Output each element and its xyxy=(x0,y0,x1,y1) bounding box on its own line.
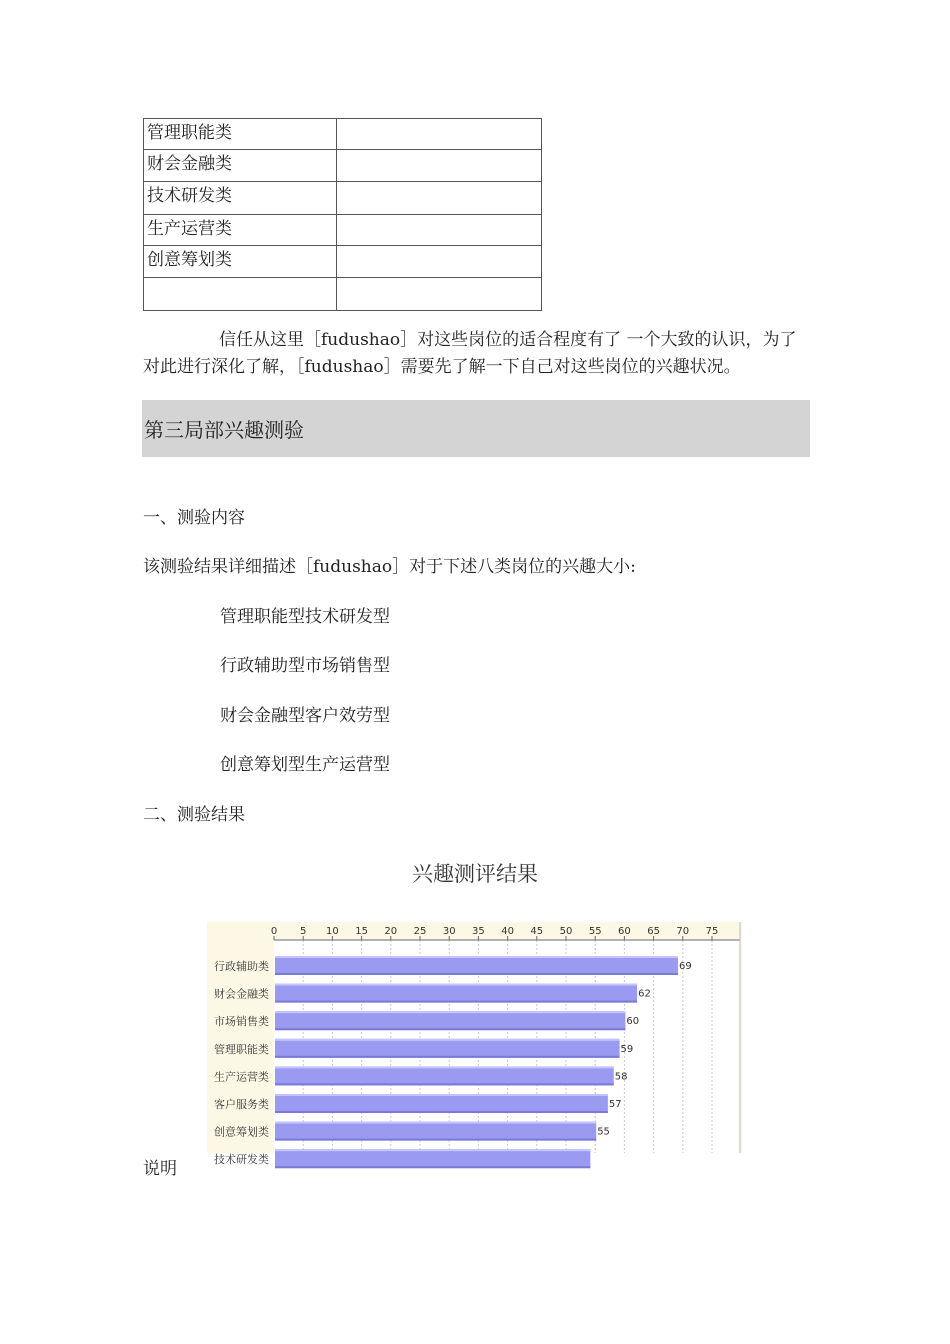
tick-label: 15 xyxy=(355,926,368,937)
part1-heading: 一、测验内容 xyxy=(143,508,245,528)
bar xyxy=(275,1066,614,1085)
part1-description: 该测验结果详细描述［fudushao］对于下述八类岗位的兴趣大小: xyxy=(143,557,636,577)
category-cell: 技术研发类 xyxy=(144,182,337,215)
category-line: 行政辅助型市场销售型 xyxy=(220,656,390,676)
bar-highlight xyxy=(275,984,637,986)
tick-label: 10 xyxy=(326,926,339,937)
category-cell: 生产运营类 xyxy=(144,215,337,246)
position-table xyxy=(143,118,542,311)
bar-highlight xyxy=(275,1122,596,1124)
bar-highlight xyxy=(275,1039,620,1041)
data-label: 69 xyxy=(678,961,692,972)
category-label: 生产运营类 xyxy=(214,1070,269,1084)
category-label: 技术研发类 xyxy=(214,1153,269,1167)
category-label: 财会金融类 xyxy=(214,987,269,1001)
category-cell: 创意筹划类 xyxy=(144,246,337,278)
category-label: 创意筹划类 xyxy=(214,1125,269,1139)
data-label: 60 xyxy=(626,1016,640,1028)
table-row xyxy=(144,215,542,246)
bar-shadow xyxy=(275,1111,608,1113)
bar-shadow xyxy=(275,1166,590,1168)
bar xyxy=(275,984,637,1003)
tick-label: 45 xyxy=(530,926,544,937)
table-row xyxy=(144,150,542,182)
bar xyxy=(275,1011,625,1030)
interest-chart xyxy=(207,922,742,1167)
bar-highlight xyxy=(275,1094,608,1096)
category-label: 客户服务类 xyxy=(214,1098,269,1111)
tick-label: 25 xyxy=(413,926,427,937)
value-cell xyxy=(337,119,542,150)
category-line: 管理职能型技术研发型 xyxy=(220,607,390,627)
data-label: 55 xyxy=(597,1126,610,1138)
value-cell xyxy=(337,278,542,311)
value-cell xyxy=(337,215,542,246)
bar xyxy=(275,1094,608,1113)
category-cell: 财会金融类 xyxy=(144,150,337,182)
tick-label: 30 xyxy=(442,926,456,937)
tick-label: 5 xyxy=(300,926,307,937)
tick-label: 50 xyxy=(559,926,573,937)
tick-label: 75 xyxy=(705,926,719,937)
category-label: 市场销售类 xyxy=(214,1015,269,1029)
data-label: 57 xyxy=(608,1099,622,1110)
value-cell xyxy=(337,150,542,182)
category-label: 管理职能类 xyxy=(214,1042,269,1056)
tick-label: 0 xyxy=(270,926,278,937)
category-cell xyxy=(144,278,337,311)
table-row xyxy=(144,278,542,311)
tick-label: 40 xyxy=(501,926,514,937)
bar-shadow xyxy=(275,1001,637,1003)
tick-label: 20 xyxy=(384,926,398,937)
bar xyxy=(275,1122,596,1141)
bar xyxy=(275,1149,590,1168)
part2-heading: 二、测验结果 xyxy=(143,805,245,825)
tick-label: 65 xyxy=(647,926,660,937)
bar-highlight xyxy=(275,1011,625,1013)
bar-shadow xyxy=(275,1028,625,1030)
intro-text: 信任从这里［fudushao］对这些岗位的适合程度有了 一个大致的认识，为了对此进行深化了解，［fudushao］需要先了解一下自己对这些岗位的兴趣状况。 xyxy=(143,330,797,377)
table-row xyxy=(144,182,542,215)
section-header xyxy=(142,400,810,457)
data-label: 58 xyxy=(614,1071,628,1083)
bar-shadow xyxy=(275,1083,614,1085)
data-label: 59 xyxy=(620,1043,634,1055)
value-cell xyxy=(337,182,542,215)
table-row xyxy=(144,119,542,150)
tick-label: 60 xyxy=(618,926,631,937)
bar-highlight xyxy=(275,1149,590,1151)
tick-label: 35 xyxy=(472,926,485,937)
intro-paragraph xyxy=(143,327,813,381)
bar-shadow xyxy=(275,1056,620,1058)
bar-shadow xyxy=(275,973,678,975)
tick-label: 55 xyxy=(588,926,602,937)
chart-svg xyxy=(207,922,742,1167)
bar xyxy=(275,956,678,975)
bar xyxy=(275,1039,620,1058)
category-label: 行政辅助类 xyxy=(214,960,269,973)
chart-title: 兴趣测评结果 xyxy=(412,862,538,886)
category-line: 财会金融型客户效劳型 xyxy=(220,706,390,726)
tick-label: 70 xyxy=(676,926,690,937)
table-row xyxy=(144,246,542,278)
bar-highlight xyxy=(275,1066,614,1068)
bar-highlight xyxy=(275,956,678,958)
note-label: 说明 xyxy=(143,1159,177,1179)
value-cell xyxy=(337,246,542,278)
data-label: 62 xyxy=(638,988,651,1000)
bar-shadow xyxy=(275,1139,596,1141)
section-title: 第三局部兴趣测验 xyxy=(144,418,304,442)
category-line: 创意筹划型生产运营型 xyxy=(220,755,390,775)
category-cell: 管理职能类 xyxy=(144,119,337,150)
